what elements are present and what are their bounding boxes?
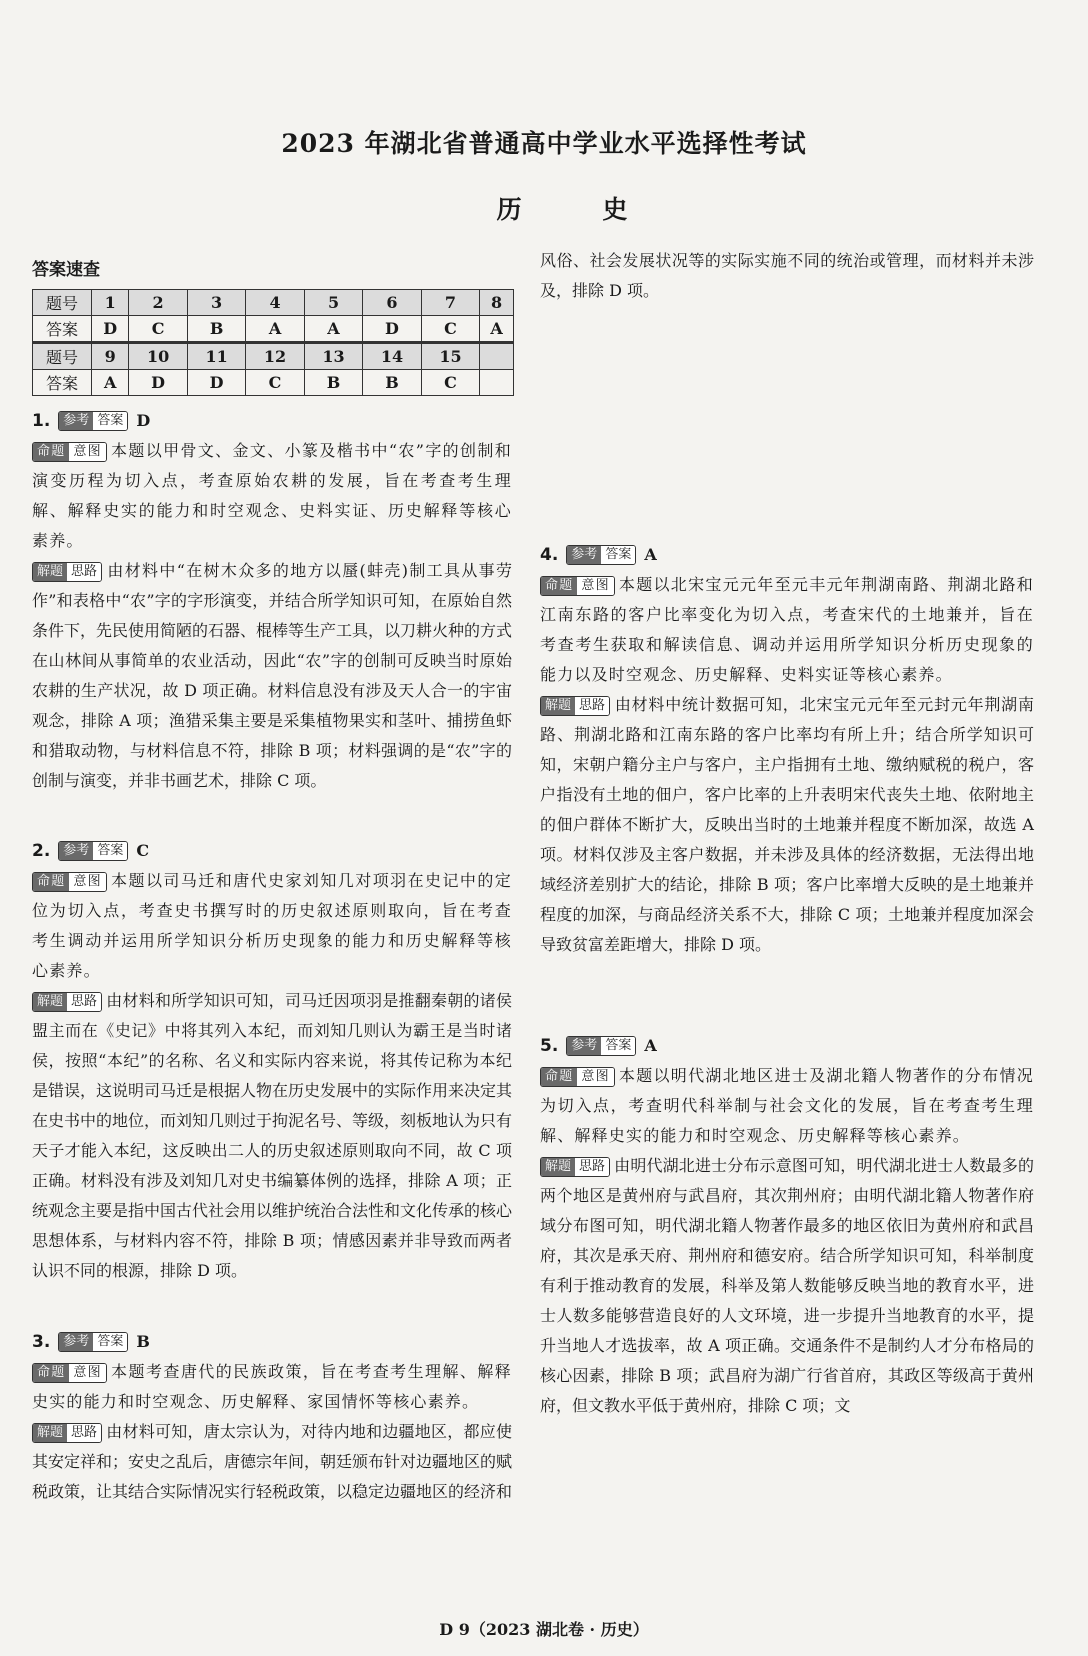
answer-line [32,1327,512,1357]
question-number: 15 [421,343,479,370]
answer-cell: C [421,316,479,343]
answer-cell: D [129,370,187,396]
question-number: 3 [187,290,245,316]
question-number-label: 2. [32,841,51,861]
answer-cell: A [480,316,514,343]
solution-tag: 解题 思路 [540,696,610,716]
answer-cell: B [187,316,245,343]
answer-line [32,406,512,436]
answer-cell: B [363,370,421,396]
question-number: 7 [421,290,479,316]
solution-tag: 解题 思路 [540,1157,610,1177]
intent-tag: 命题 意图 [32,872,107,892]
question-number: 9 [92,343,129,370]
reference-answer-tag: 参考 答案 [566,1036,636,1056]
reference-answer-tag: 参考 答案 [58,411,128,431]
answer-letter: D [136,411,151,430]
question-number: 1 [92,290,129,316]
intent-paragraph: 命题 意图 本题以北宋宝元元年至元丰元年荆湖南路、荆湖北路和江南东路的客户比率变化为切入点，考查宋代的土地兼并，旨在考查考生获取和解读信息、调动并运用所学知识分析历史现象的能力以及时空观念、历史解释、史料实证等核心素养。 [540,575,1034,684]
intent-tag: 命题 意图 [540,1067,615,1087]
exam-title: 2023 年湖北省普通高中学业水平选择性考试 [281,129,807,158]
question-number: 6 [363,290,421,316]
solution-paragraph: 解题 思路 由明代湖北进士分布示意图可知，明代湖北进士人数最多的两个地区是黄州府与武昌府，其次荆州府；由明代湖北籍人物著作府域分布图可知，明代湖北籍人物著作最多的地区依旧为黄州府和武昌府，其次是承天府、荆州府和德安府。结合所学知识可知，科举制度有利于推动教育的发展，科举及第人数能够反映当地的教育水平，进士人数多能够营造良好的人文环境，进一步提升当地教育的水平，提升当地人才选拔率，故 A 项正确。交通条件不是制约人才分布格局的核心因素，排除 B 项；武昌府为湖广行省首府，其政区等级高于黄州府，但文教水平低于黄州府，排除 C 项；文 [540,1156,1034,1415]
row-label: 答案 [33,370,92,396]
answer-cell: A [246,316,304,343]
row-label: 题号 [33,290,92,316]
solution-paragraph: 解题 思路 由材料可知，唐太宗认为，对待内地和边疆地区，都应使其安定祥和；安史之乱后，唐德宗年间，朝廷颁布针对边疆地区的赋税政策，让其结合实际情况实行轻税政策，以稳定边疆地区的经济和 [32,1422,512,1501]
reference-answer-tag: 参考 答案 [58,1332,128,1352]
question-number-label: 1. [32,411,51,431]
question-number [480,343,514,370]
row-label: 答案 [33,316,92,343]
table-row [33,343,514,370]
answer-cell: D [92,316,129,343]
table-row [33,316,514,343]
intent-tag: 命题 意图 [32,1363,107,1383]
answer-cell: D [187,370,245,396]
answer-letter: C [136,841,150,860]
answer-cell: C [421,370,479,396]
answer-cell: D [363,316,421,343]
intent-tag: 命题 意图 [32,442,107,462]
subject-title: 历 史 [496,195,664,224]
answer-cell: B [304,370,362,396]
question-number: 11 [187,343,245,370]
answer-line [32,836,512,866]
question-2 [32,836,512,1286]
answer-cell: A [92,370,129,396]
table-row [33,370,514,396]
answer-cell: C [129,316,187,343]
question-number: 4 [246,290,304,316]
answer-line [540,1031,1034,1061]
page-footer: D 9（2023 湖北卷 · 历史） [439,1620,649,1639]
question-number: 10 [129,343,187,370]
answer-line [540,540,1034,570]
question-4 [540,540,1034,960]
solution-paragraph: 解题 思路 由材料中“在树木众多的地方以蜃(蚌壳)制工具从事劳作”和表格中“农”字的字形演变，并结合所学知识可知，在原始自然条件下，先民使用简陋的石器、棍棒等生产工具，以刀耕火种的方式在山林间从事简单的农业活动，因此“农”字的创制可反映当时原始农耕的生产状况，故 D 项正确。材料信息没有涉及天人合一的宇宙观念，排除 A 项；渔猎采集主要是采集植物果实和茎叶、捕捞鱼虾和猎取动物，与材料信息不符，排除 B 项；材料强调的是“农”字的创制与演变，并非书画艺术，排除 C 项。 [32,561,513,790]
solution-tag: 解题 思路 [32,1423,102,1443]
answer-letter: A [644,1036,657,1055]
intent-tag: 命题 意图 [540,576,615,596]
question-number-label: 5. [540,1036,559,1056]
question-number: 5 [304,290,362,316]
solution-paragraph: 解题 思路 由材料和所学知识可知，司马迁因项羽是推翻秦朝的诸侯盟主而在《史记》中将其列入本纪，而刘知几则认为霸王是当时诸侯，按照“本纪”的名称、名义和实际内容来说，将其传记称为本纪是错误，这说明司马迁是根据人物在历史发展中的实际作用来决定其在史书中的地位，而刘知几则过于拘泥名号、等级，刻板地认为只有天子才能入本纪，这反映出二人的历史叙述原则取向不同，故 C 项正确。材料没有涉及刘知几对史书编纂体例的选择，排除 A 项；正统观念主要是指中国古代社会用以维护统治合法性和文化传承的核心思想体系，与材料内容不符，排除 B 项；情感因素并非导致而两者认识不同的根源，排除 D 项。 [32,991,513,1280]
question-3-continued [540,246,1034,536]
question-number: 2 [129,290,187,316]
answer-table [32,289,514,396]
solution-continuation: 风俗、社会发展状况等的实际实施不同的统治或管理，而材料并未涉及，排除 D 项。 [540,251,1034,300]
answer-cell: C [246,370,304,396]
question-3-start [32,1327,512,1507]
intent-paragraph: 命题 意图 本题考查唐代的民族政策，旨在考查考生理解、解释史实的能力和时空观念、历史解释、家国情怀等核心素养。 [32,1362,512,1411]
question-5 [540,1031,1034,1501]
answer-letter: A [644,545,657,564]
answer-cell [480,370,514,396]
question-number: 13 [304,343,362,370]
intent-paragraph: 命题 意图 本题以甲骨文、金文、小篆及楷书中“农”字的创制和演变历程为切入点，考查原始农耕的发展，旨在考查考生理解、解释史实的能力和时空观念、史料实证、历史解释等核心素养。 [32,441,512,550]
intent-paragraph: 命题 意图 本题以明代湖北地区进士及湖北籍人物著作的分布情况为切入点，考查明代科举制与社会文化的发展，旨在考查考生理解、解释史实的能力和时空观念、历史解释等核心素养。 [540,1066,1034,1145]
question-number-label: 4. [540,545,559,565]
intent-paragraph: 命题 意图 本题以司马迁和唐代史家刘知几对项羽在史记中的定位为切入点，考查史书撰写时的历史叙述原则取向，旨在考查考生调动并运用所学知识分析历史现象的能力和历史解释等核心素养。 [32,871,512,980]
question-number-label: 3. [32,1332,51,1352]
question-1 [32,406,512,796]
solution-tag: 解题 思路 [32,992,102,1012]
reference-answer-tag: 参考 答案 [58,841,128,861]
answer-cell: A [304,316,362,343]
question-number: 8 [480,290,514,316]
table-row [33,290,514,316]
solution-paragraph: 解题 思路 由材料中统计数据可知，北宋宝元元年至元封元年荆湖南路、荆湖北路和江南东路的客户比率均有所上升；结合所学知识可知，宋朝户籍分主户与客户，主户指拥有土地、缴纳赋税的税户，客户指没有土地的佃户，客户比率的上升表明宋代丧失土地、依附地主的佃户群体不断扩大，反映出当时的土地兼并程度不断加深，故选 A 项。材料仅涉及主客户数据，并未涉及具体的经济数据，无法得出地域经济差别扩大的结论，排除 B 项；客户比率增大反映的是土地兼并程度的加深，与商品经济关系不大，排除 C 项；土地兼并程度加深会导致贫富差距增大，排除 D 项。 [540,695,1034,954]
reference-answer-tag: 参考 答案 [566,545,636,565]
answer-letter: B [136,1332,150,1351]
row-label: 题号 [33,343,92,370]
question-number: 12 [246,343,304,370]
quick-answer-title: 答案速查 [32,260,100,280]
question-number: 14 [363,343,421,370]
solution-tag: 解题 思路 [32,562,102,582]
